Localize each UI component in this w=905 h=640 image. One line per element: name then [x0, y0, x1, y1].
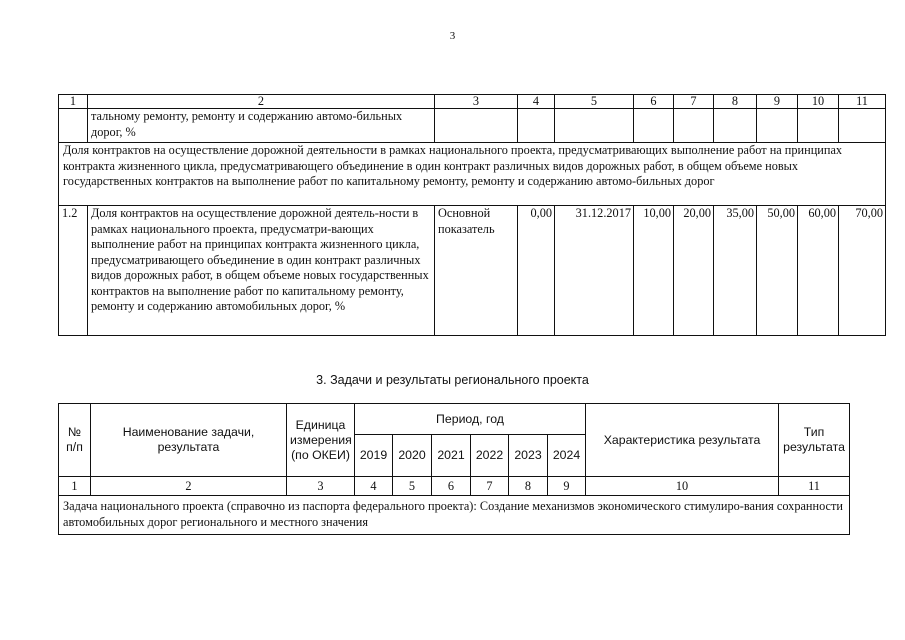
header-cell: 4	[518, 95, 555, 109]
col-characteristic-header: Характеристика результата	[586, 404, 779, 477]
header-cell: 10	[798, 95, 839, 109]
col-unit-header: Единица измерения (по ОКЕИ)	[287, 404, 355, 477]
task-row	[59, 496, 850, 535]
group-heading-row	[59, 143, 886, 206]
col-period-header: Период, год	[355, 404, 586, 435]
continuation-text: тальному ремонту, ремонту и содержанию автомо-бильных дорог, %	[88, 109, 435, 143]
indicators-table	[58, 94, 886, 336]
indicators-header-row	[59, 95, 886, 109]
header-cell: 6	[634, 95, 674, 109]
header-cell: 5	[555, 95, 634, 109]
column-number: 6	[432, 477, 471, 496]
tasks-header-row	[59, 404, 850, 435]
header-cell: 9	[757, 95, 798, 109]
year-header: 2023	[509, 435, 548, 477]
year-header: 2019	[355, 435, 393, 477]
header-cell: 1	[59, 95, 88, 109]
column-number: 3	[287, 477, 355, 496]
value-2019: 10,00	[634, 206, 674, 336]
tasks-table	[58, 403, 850, 535]
base-date: 31.12.2017	[555, 206, 634, 336]
header-cell: 8	[714, 95, 757, 109]
header-cell: 7	[674, 95, 714, 109]
value-2023: 60,00	[798, 206, 839, 336]
indicator-name: Доля контрактов на осуществление дорожной деятель-ности в рамках национального проекта, предусматри-вающих выполнение работ на принципах контракта жизненного цикла, предусматривающего объединение в один контракт различных видов дорожных работ, в общем объеме новых государственных контрактов на выполнение работ по капитальному ремонту, ремонту и содержанию автомобильных дорог, %	[88, 206, 435, 336]
col-type-header: Тип результата	[779, 404, 850, 477]
indicator-number: 1.2	[59, 206, 88, 336]
column-number: 8	[509, 477, 548, 496]
section-title: 3. Задачи и результаты регионального проекта	[316, 373, 589, 387]
col-num-header: № п/п	[59, 404, 91, 477]
header-cell: 3	[435, 95, 518, 109]
year-header: 2024	[548, 435, 586, 477]
year-header: 2021	[432, 435, 471, 477]
value-2024: 70,00	[839, 206, 886, 336]
value-2021: 35,00	[714, 206, 757, 336]
year-header: 2022	[471, 435, 509, 477]
value-2022: 50,00	[757, 206, 798, 336]
column-number: 4	[355, 477, 393, 496]
value-2020: 20,00	[674, 206, 714, 336]
group-heading-text: Доля контрактов на осуществление дорожной деятельности в рамках национального проекта, предусматривающих выполнение работ на принципах контракта жизненного цикла, предусматривающего объединение в один контракт различных видов дорожных работ, в общем объеме новых государственных контрактов на выполнение работ по капитальному ремонту, ремонту и содержанию автомо-бильных дорог	[59, 143, 886, 206]
indicator-row	[59, 206, 886, 336]
column-numbers-row	[59, 477, 850, 496]
header-cell: 2	[88, 95, 435, 109]
column-number: 11	[779, 477, 850, 496]
indicator-type: Основной показатель	[435, 206, 518, 336]
header-cell: 11	[839, 95, 886, 109]
column-number: 10	[586, 477, 779, 496]
continuation-row	[59, 109, 886, 143]
task-text: Задача национального проекта (справочно из паспорта федерального проекта): Создание механизмов экономического стимулиро-вания сохранности автомобильных дорог регионального и местного значения	[59, 496, 850, 535]
col-name-header: Наименование задачи, результата	[91, 404, 287, 477]
column-number: 2	[91, 477, 287, 496]
column-number: 5	[393, 477, 432, 496]
page-number: 3	[449, 30, 456, 42]
base-value: 0,00	[518, 206, 555, 336]
column-number: 1	[59, 477, 91, 496]
column-number: 9	[548, 477, 586, 496]
year-header: 2020	[393, 435, 432, 477]
column-number: 7	[471, 477, 509, 496]
